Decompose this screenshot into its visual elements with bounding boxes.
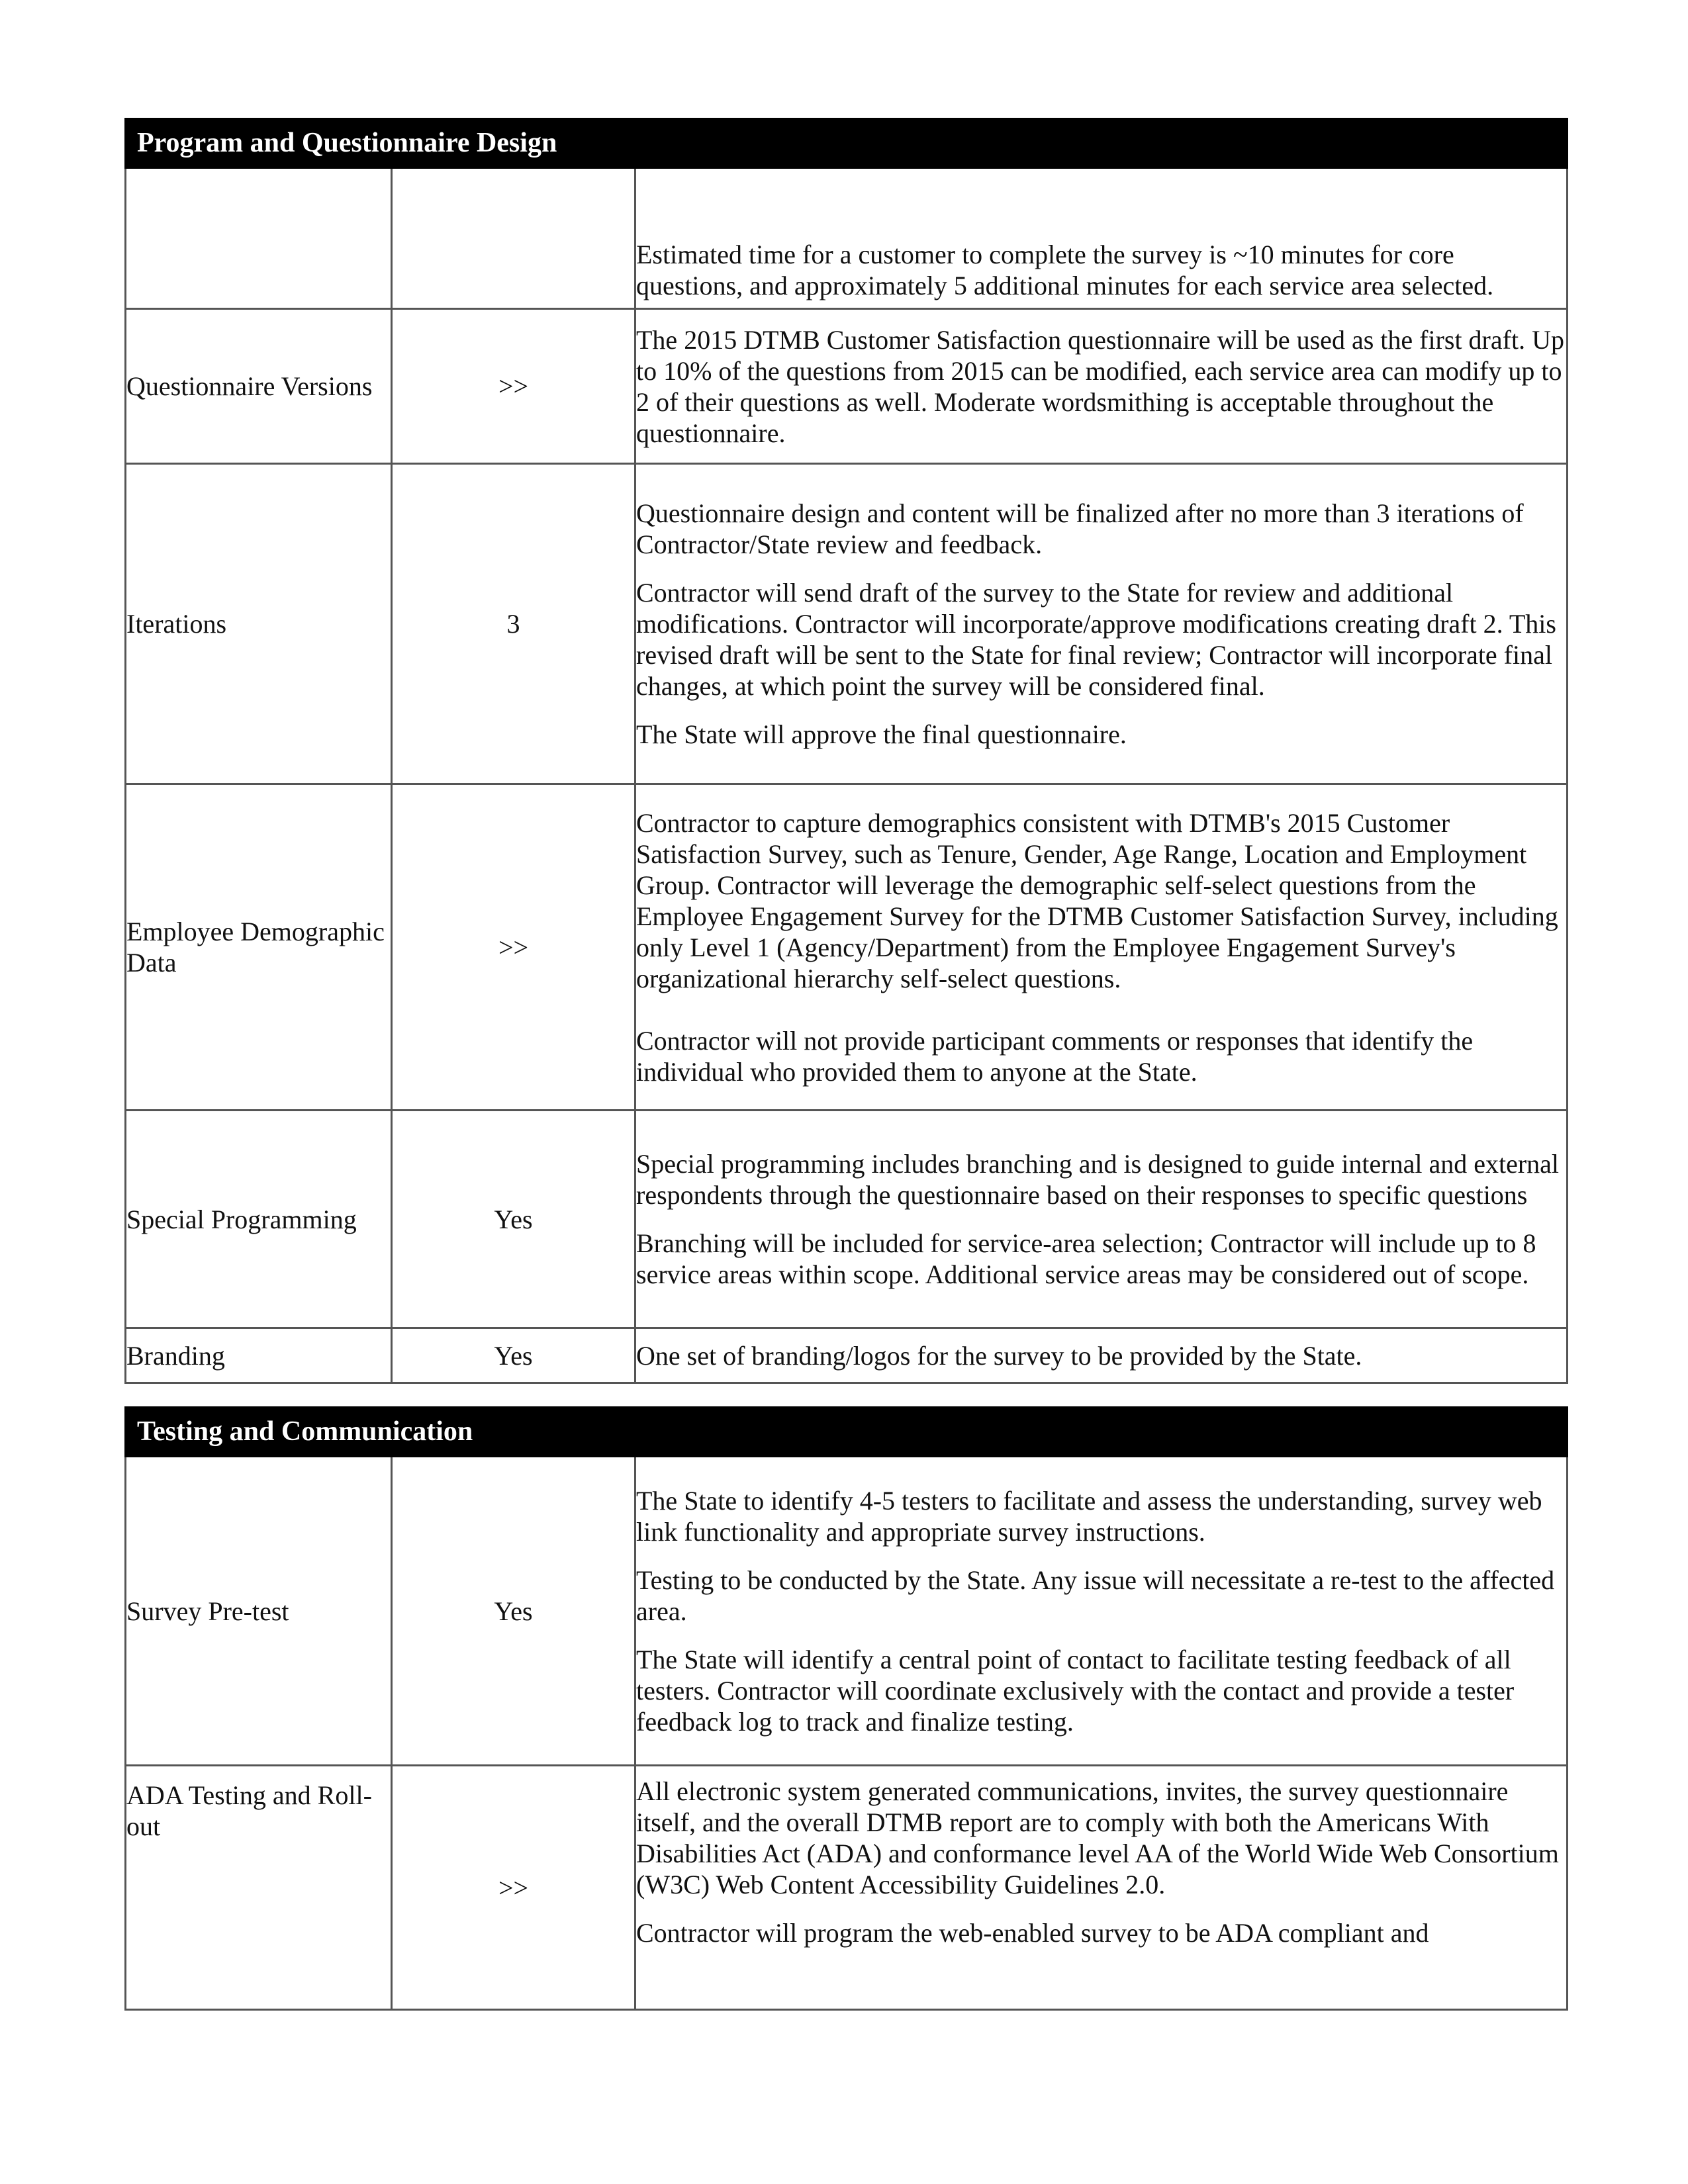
description-paragraph: The State will identify a central point of contact to facilitate testing feedback of all testers. Contractor will coordinate exclusively with the contact and provide a tester feedback log to track and finalize testing. bbox=[636, 1644, 1515, 1737]
row-description bbox=[635, 309, 1568, 464]
table-row bbox=[126, 1111, 1568, 1328]
row-description bbox=[635, 1328, 1568, 1383]
description-paragraph: Estimated time for a customer to complete the survey is ~10 minutes for core questions, and approximately 5 additional minutes for each service area selected. bbox=[636, 240, 1494, 300]
description-paragraph: One set of branding/logos for the survey to be provided by the State. bbox=[636, 1340, 1362, 1371]
row-value: >> bbox=[392, 309, 635, 464]
description-paragraph: Testing to be conducted by the State. Any issue will necessitate a re-test to the affected area. bbox=[636, 1565, 1555, 1626]
row-description bbox=[635, 1766, 1568, 2010]
row-label: ADA Testing and Roll-out bbox=[126, 1766, 392, 2010]
description-paragraph: The 2015 DTMB Customer Satisfaction questionnaire will be used as the first draft. Up to 10% of the questions from 2015 can be modified, each service area can modify up to 2 of their questions as well. Moderate wordsmithing is acceptable throughout the questionnaire. bbox=[636, 324, 1564, 448]
row-value bbox=[392, 168, 635, 309]
row-description bbox=[635, 464, 1568, 784]
description-paragraph: Contractor to capture demographics consistent with DTMB's 2015 Customer Satisfaction Survey, such as Tenure, Gender, Age Range, Location and Employment Group. Contractor will leverage the demographic self-select questions from the Employee Engagement Survey for the DTMB Customer Satisfaction Survey, including only Level 1 (Agency/Department) from the Employee Engagement Survey's organizational hierarchy self-select questions. bbox=[636, 807, 1558, 993]
description-paragraph: Special programming includes branching and is designed to guide internal and external respondents through the questionnaire based on their responses to specific questions bbox=[636, 1149, 1560, 1210]
table-row bbox=[126, 168, 1568, 309]
table-row bbox=[126, 1457, 1568, 1766]
row-value: Yes bbox=[392, 1457, 635, 1766]
table-row bbox=[126, 309, 1568, 464]
table-row bbox=[126, 784, 1568, 1111]
description-paragraph: Questionnaire design and content will be finalized after no more than 3 iterations of Contractor/State review and feedback. bbox=[636, 498, 1524, 559]
section-title: Program and Questionnaire Design bbox=[126, 119, 1568, 168]
description-paragraph: All electronic system generated communications, invites, the survey questionnaire itself, and the overall DTMB report are to comply with both the Americans With Disabilities Act (ADA) and conformance level AA of the World Wide Web Consortium (W3C) Web Content Accessibility Guidelines 2.0. bbox=[636, 1776, 1559, 1899]
description-paragraph: Contractor will not provide participant comments or responses that identify the individual who provided them to anyone at the State. bbox=[636, 1025, 1474, 1087]
program-questionnaire-design-table bbox=[124, 118, 1568, 1384]
row-label: Survey Pre-test bbox=[126, 1457, 392, 1766]
row-description bbox=[635, 784, 1568, 1111]
row-description bbox=[635, 168, 1568, 309]
description-paragraph: Contractor will program the web-enabled survey to be ADA compliant and bbox=[636, 1918, 1429, 1948]
row-label: Iterations bbox=[126, 464, 392, 784]
row-description bbox=[635, 1457, 1568, 1766]
row-label bbox=[126, 168, 392, 309]
row-label: Employee Demographic Data bbox=[126, 784, 392, 1111]
row-value: Yes bbox=[392, 1111, 635, 1328]
table-row bbox=[126, 464, 1568, 784]
row-value: 3 bbox=[392, 464, 635, 784]
table-row bbox=[126, 1766, 1568, 2010]
section-header bbox=[126, 119, 1568, 168]
row-value: Yes bbox=[392, 1328, 635, 1383]
testing-communication-table bbox=[124, 1406, 1568, 2011]
description-paragraph: Branching will be included for service-area selection; Contractor will include up to 8 service areas within scope. Additional service areas may be considered out of scope. bbox=[636, 1228, 1536, 1289]
section-header bbox=[126, 1408, 1568, 1457]
row-label: Branding bbox=[126, 1328, 392, 1383]
description-paragraph: The State to identify 4-5 testers to facilitate and assess the understanding, survey web link functionality and appropriate survey instructions. bbox=[636, 1485, 1542, 1547]
row-label: Questionnaire Versions bbox=[126, 309, 392, 464]
description-paragraph: The State will approve the final questionnaire. bbox=[636, 719, 1127, 749]
description-paragraph: Contractor will send draft of the survey to the State for review and additional modifications. Contractor will incorporate/approve modifications creating draft 2. This revised draft will be sent to the State for final review; Contractor will incorporate final changes, at which point the survey will be considered final. bbox=[636, 578, 1556, 701]
row-description bbox=[635, 1111, 1568, 1328]
row-value: >> bbox=[392, 1766, 635, 2010]
row-value: >> bbox=[392, 784, 635, 1111]
section-title: Testing and Communication bbox=[126, 1408, 1568, 1457]
table-row bbox=[126, 1328, 1568, 1383]
row-label: Special Programming bbox=[126, 1111, 392, 1328]
